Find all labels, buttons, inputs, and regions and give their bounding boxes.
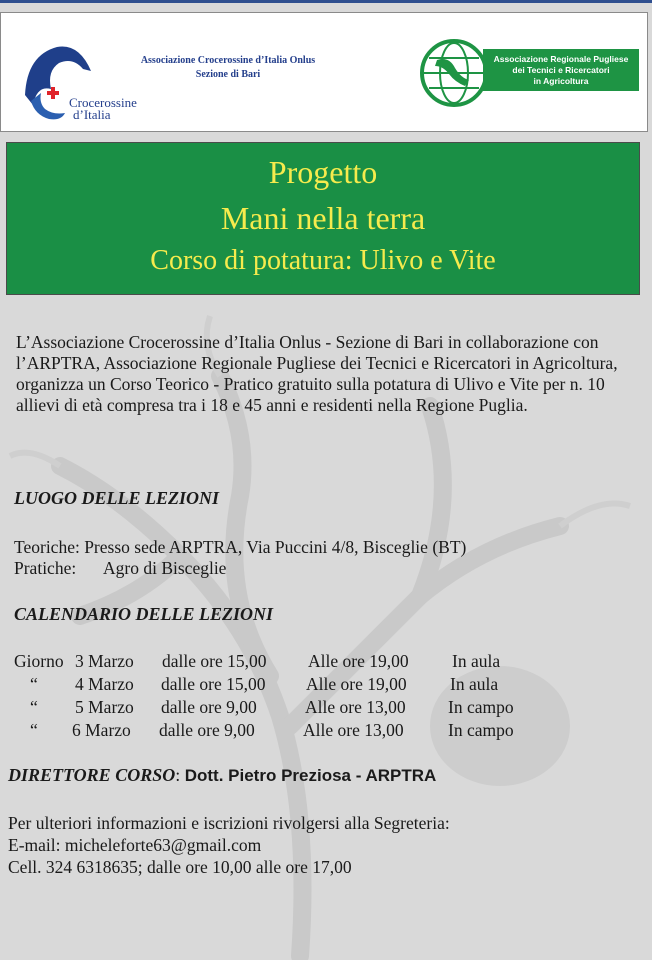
direttore-sep: :: [175, 765, 181, 785]
cal-row-2-prefix: “: [30, 674, 38, 694]
cal-row-2-date: 4 Marzo: [75, 674, 134, 694]
cal-row-1-from: dalle ore 15,00: [162, 651, 267, 671]
arptra-name-box: [483, 49, 639, 91]
top-border: [0, 0, 652, 3]
cal-row-3-date: 5 Marzo: [75, 697, 134, 717]
cal-row-1-place: In aula: [452, 651, 501, 671]
cal-row-3-prefix: “: [30, 697, 38, 717]
arptra-line1: Associazione Regionale Pugliese: [493, 54, 629, 64]
arptra-line2: dei Tecnici e Ricercatori: [512, 65, 610, 75]
cal-row-4-place: In campo: [448, 720, 514, 740]
banner-line1: Progetto: [268, 154, 378, 190]
cal-row-4-date: 6 Marzo: [72, 720, 131, 740]
cri-logo-text-2: d’Italia: [73, 107, 111, 122]
intro-paragraph: L’Associazione Crocerossine d’Italia Onlus - Sezione di Bari in collaborazione con l’ARPTRA, Associazione Regionale Pugliese dei Tecnici e Ricercatori in Agricoltura, organizza un Corso Teorico - Pratico gratuito sulla potatura di Ulivo e Vite per n. 10 allievi di età compresa tra i 18 e 45 anni e residenti nella Regione Puglia.: [16, 332, 618, 415]
contatti-email: E-mail: micheleforte63@gmail.com: [8, 835, 262, 855]
luogo-teoriche: Teoriche: Presso sede ARPTRA, Via Puccini 4/8, Bisceglie (BT): [14, 537, 467, 557]
luogo-pratiche-label: Pratiche:: [14, 558, 77, 578]
direttore-line: [8, 765, 436, 786]
direttore-label: DIRETTORE CORSO: [8, 765, 176, 785]
arptra-globe-logo-icon: [419, 38, 489, 108]
cal-row-2-place: In aula: [450, 674, 499, 694]
cal-row-4-from: dalle ore 9,00: [159, 720, 255, 740]
cal-row-3-place: In campo: [448, 697, 514, 717]
cri-organization-name: [105, 54, 351, 82]
title-banner: [6, 142, 640, 295]
cri-logo-text-1: Crocerossine: [69, 95, 137, 110]
cal-row-3-from: dalle ore 9,00: [161, 697, 257, 717]
luogo-pratiche-value: Agro di Bisceglie: [103, 558, 227, 578]
cri-org-line2: Sezione di Bari: [195, 69, 261, 80]
luogo-heading: LUOGO DELLE LEZIONI: [14, 488, 219, 508]
cal-row-2-from: dalle ore 15,00: [161, 674, 266, 694]
cal-row-1-to: Alle ore 19,00: [308, 651, 409, 671]
banner-line2: Mani nella terra: [220, 200, 426, 236]
header-logos: [0, 12, 648, 132]
calendario-heading: CALENDARIO DELLE LEZIONI: [14, 604, 274, 624]
cal-row-2-to: Alle ore 19,00: [306, 674, 407, 694]
cal-row-4-to: Alle ore 13,00: [303, 720, 404, 740]
arptra-line3: in Agricoltura: [533, 76, 589, 86]
cal-row-4-prefix: “: [30, 720, 38, 740]
contatti-line1: Per ulteriori informazioni e iscrizioni rivolgersi alla Segreteria:: [8, 813, 450, 833]
banner-line3: Corso di potatura: Ulivo e Vite: [150, 245, 496, 276]
cal-row-1-prefix: Giorno: [14, 651, 64, 671]
direttore-name: Dott. Pietro Preziosa - ARPTRA: [184, 766, 437, 785]
cal-row-3-to: Alle ore 13,00: [305, 697, 406, 717]
contatti-phone: Cell. 324 6318635; dalle ore 10,00 alle ore 17,00: [8, 857, 352, 877]
cri-org-line1: Associazione Crocerossine d’Italia Onlus: [140, 55, 316, 66]
cal-row-1-date: 3 Marzo: [75, 651, 134, 671]
